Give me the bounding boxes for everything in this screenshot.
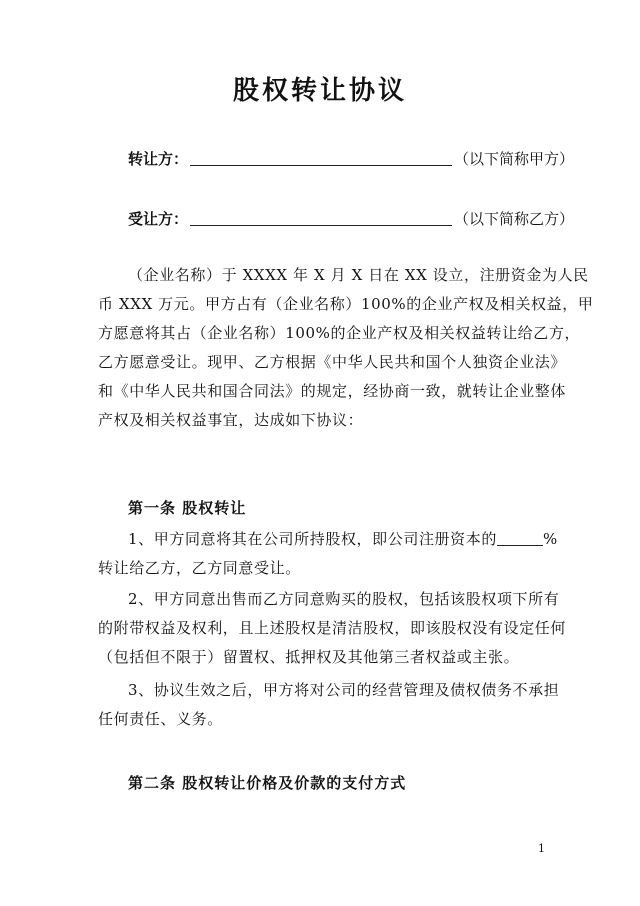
percentage-blank: [497, 531, 543, 546]
transferor-label: 转让方：: [128, 150, 189, 168]
transferor-line: [128, 148, 574, 169]
article1-item3-line: 任何责任、义务。: [98, 710, 223, 728]
article1-item2: [98, 585, 567, 672]
transferee-label: 受让方：: [128, 210, 189, 228]
transferee-suffix: （以下简称乙方）: [454, 210, 575, 228]
intro-line: 币 XXX 万元。甲方占有（企业名称）100%的企业产权及相关权益，甲: [98, 295, 594, 313]
article2-heading: 第二条 股权转让价格及价款的支付方式: [128, 774, 407, 792]
article1-item1-line: [98, 525, 558, 554]
intro-line: 乙方愿意受让。现甲、乙方根据《中华人民共和国个人独资企业法》: [98, 353, 567, 371]
article1-item1-prefix: 1、甲方同意将其在公司所持股权，即公司注册资本的: [128, 530, 497, 548]
article1-item3-line: 3、协议生效之后，甲方将对公司的经营管理及债权债务不承担: [128, 681, 560, 699]
article1-item1-suffix: %: [542, 530, 558, 548]
transferee-line: [128, 208, 574, 229]
transferee-blank: [190, 211, 452, 226]
intro-line: 产权及相关权益事宜，达成如下协议：: [98, 411, 364, 429]
intro-line: 和《中华人民共和国合同法》的规定，经协商一致，就转让企业整体: [98, 382, 567, 400]
page-number: 1: [538, 842, 545, 855]
transferor-blank: [190, 151, 452, 166]
article1-item1-line: 转让给乙方，乙方同意受让。: [98, 559, 301, 577]
intro-line: （企业名称）于 XXXX 年 X 月 X 日在 XX 设立，注册资金为人民: [128, 266, 589, 284]
article1-heading: 第一条 股权转让: [128, 499, 247, 517]
article1-item3: [98, 676, 560, 734]
intro-line: 方愿意将其占（企业名称）100%的企业产权及相关权益转让给乙方，: [98, 324, 581, 342]
article1-item2-line: 的附带权益及权利，且上述股权是清洁股权，即该股权没有设定任何: [98, 619, 567, 637]
article1-item2-line: （包括但不限于）留置权、抵押权及其他第三者权益或主张。: [98, 648, 520, 666]
article1-item1: [98, 525, 558, 583]
transferor-suffix: （以下简称甲方）: [454, 150, 575, 168]
document-title: 股权转让协议: [232, 76, 407, 106]
intro-paragraph: [98, 261, 594, 435]
article1-item2-line: 2、甲方同意出售而乙方同意购买的股权，包括该股权项下所有: [128, 590, 560, 608]
